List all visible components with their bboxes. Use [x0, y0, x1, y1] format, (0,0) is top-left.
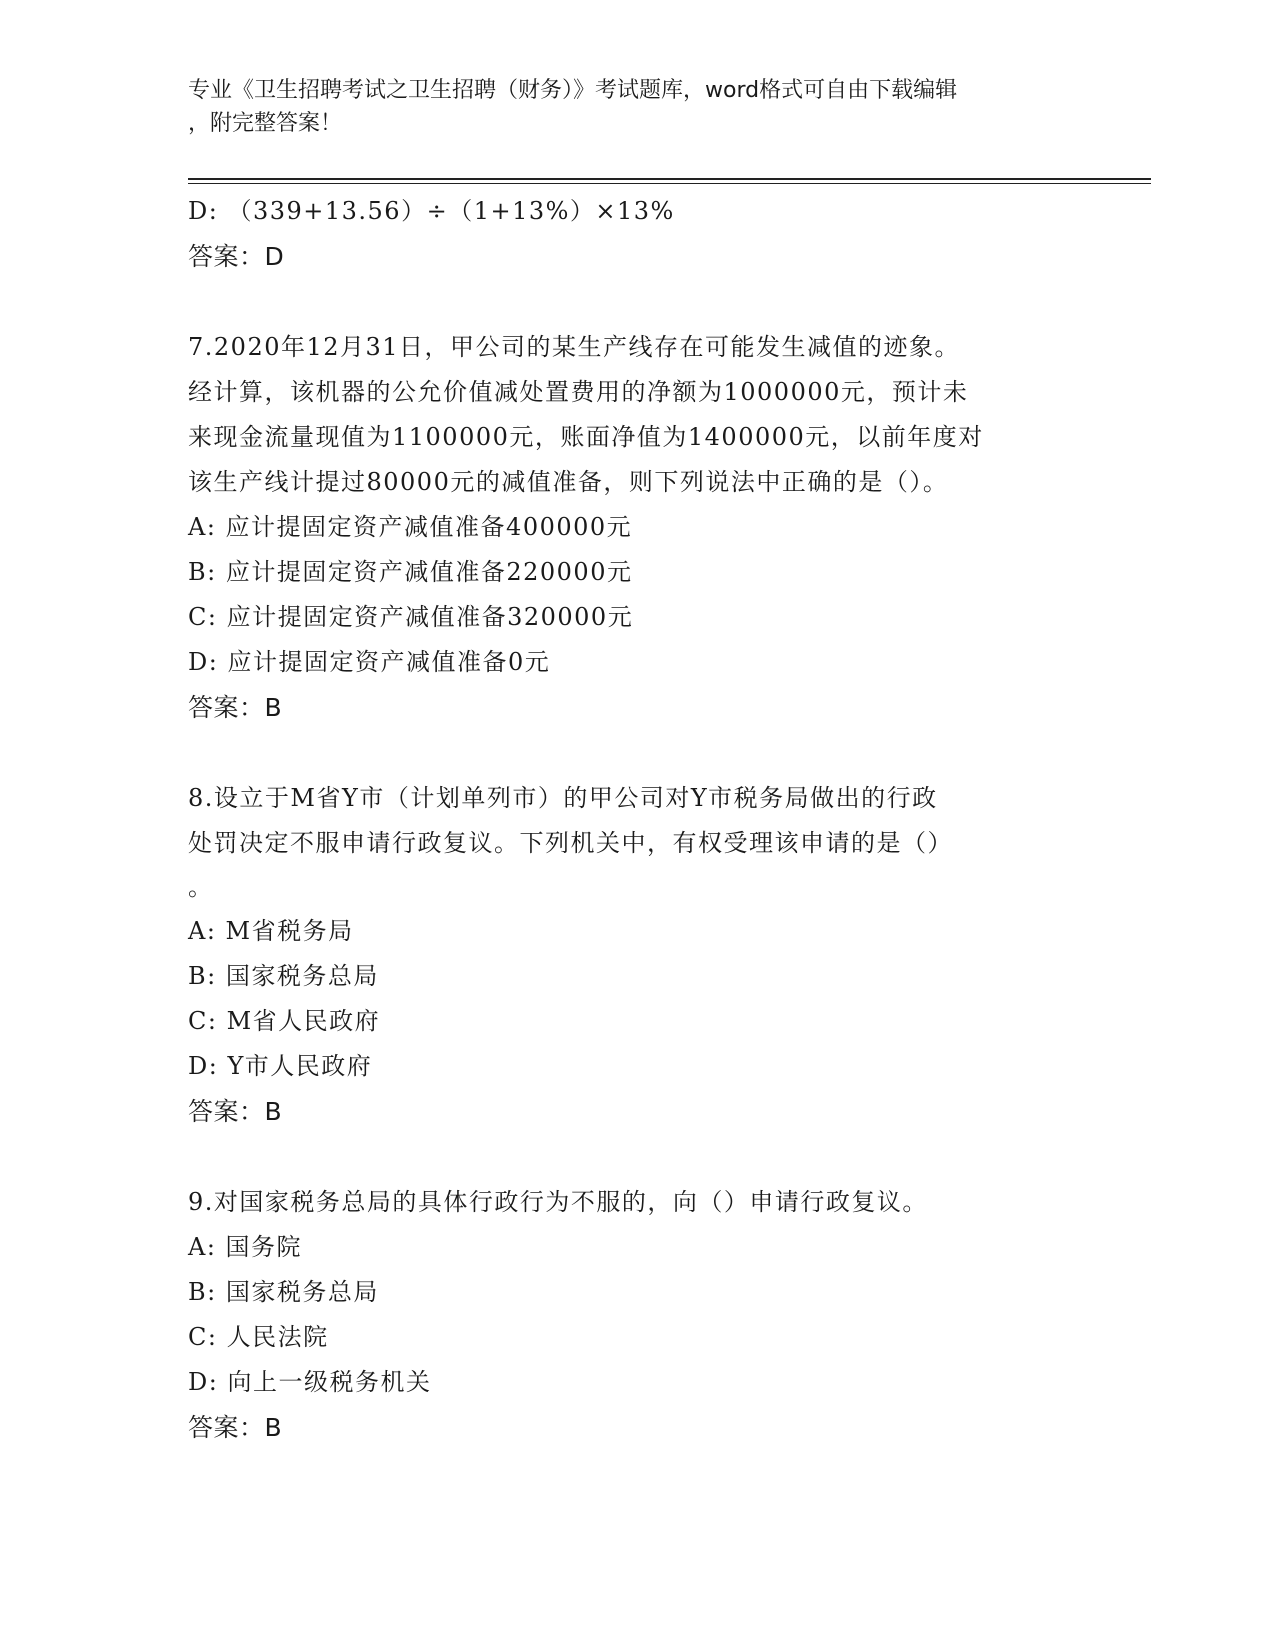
question-8-answer: 答案：B	[188, 1097, 283, 1126]
question-8-option-c: C: M省人民政府	[188, 1007, 381, 1035]
question-8-text-line: 处罚决定不服申请行政复议。下列机关中，有权受理该申请的是（）	[188, 829, 953, 857]
question-7-option-b: B: 应计提固定资产减值准备220000元	[188, 558, 633, 586]
question-7-text-line: 该生产线计提过80000元的减值准备，则下列说法中正确的是（）。	[188, 468, 949, 496]
page-header	[188, 74, 1068, 140]
question-9-option-d: D: 向上一级税务机关	[188, 1368, 432, 1396]
question-7-text-line: 经计算，该机器的公允价值减处置费用的净额为1000000元，预计未	[188, 378, 969, 406]
question-8-text-line: 8.设立于M省Y市（计划单列市）的甲公司对Y市税务局做出的行政	[188, 784, 938, 812]
prev-answer: 答案：D	[188, 242, 285, 271]
header-title-line-1: 专业《卫生招聘考试之卫生招聘（财务）》考试题库，word格式可自由下载编辑	[188, 78, 958, 103]
question-7-option-a: A: 应计提固定资产减值准备400000元	[188, 513, 633, 541]
question-9-text-line: 9.对国家税务总局的具体行政行为不服的，向（）申请行政复议。	[188, 1188, 928, 1216]
question-9-option-b: B: 国家税务总局	[188, 1278, 379, 1306]
prev-option-d: D: （339+13.56）÷（1+13%）×13%	[188, 197, 675, 225]
question-8-text-line: 。	[188, 873, 214, 901]
question-7-text-line: 7.2020年12月31日，甲公司的某生产线存在可能发生减值的迹象。	[188, 333, 961, 361]
question-7	[188, 325, 1068, 730]
question-8	[188, 776, 1068, 1134]
question-7-option-c: C: 应计提固定资产减值准备320000元	[188, 603, 634, 631]
question-8-option-d: D: Y市人民政府	[188, 1052, 373, 1080]
question-8-option-a: A: M省税务局	[188, 917, 354, 945]
question-9-option-a: A: 国务院	[188, 1233, 303, 1261]
header-divider-thick	[188, 178, 1151, 180]
question-8-option-b: B: 国家税务总局	[188, 962, 379, 990]
question-content	[188, 189, 1068, 1450]
header-divider-thin	[188, 183, 1151, 184]
question-7-text-line: 来现金流量现值为1100000元，账面净值为1400000元，以前年度对	[188, 423, 984, 451]
question-9-answer: 答案：B	[188, 1413, 283, 1442]
question-7-option-d: D: 应计提固定资产减值准备0元	[188, 648, 551, 676]
question-9	[188, 1180, 1068, 1450]
spacer	[188, 730, 1068, 776]
question-7-answer: 答案：B	[188, 693, 283, 722]
spacer	[188, 279, 1068, 325]
spacer	[188, 1134, 1068, 1180]
header-title-line-2: ，附完整答案！	[188, 111, 343, 136]
question-9-option-c: C: 人民法院	[188, 1323, 329, 1351]
